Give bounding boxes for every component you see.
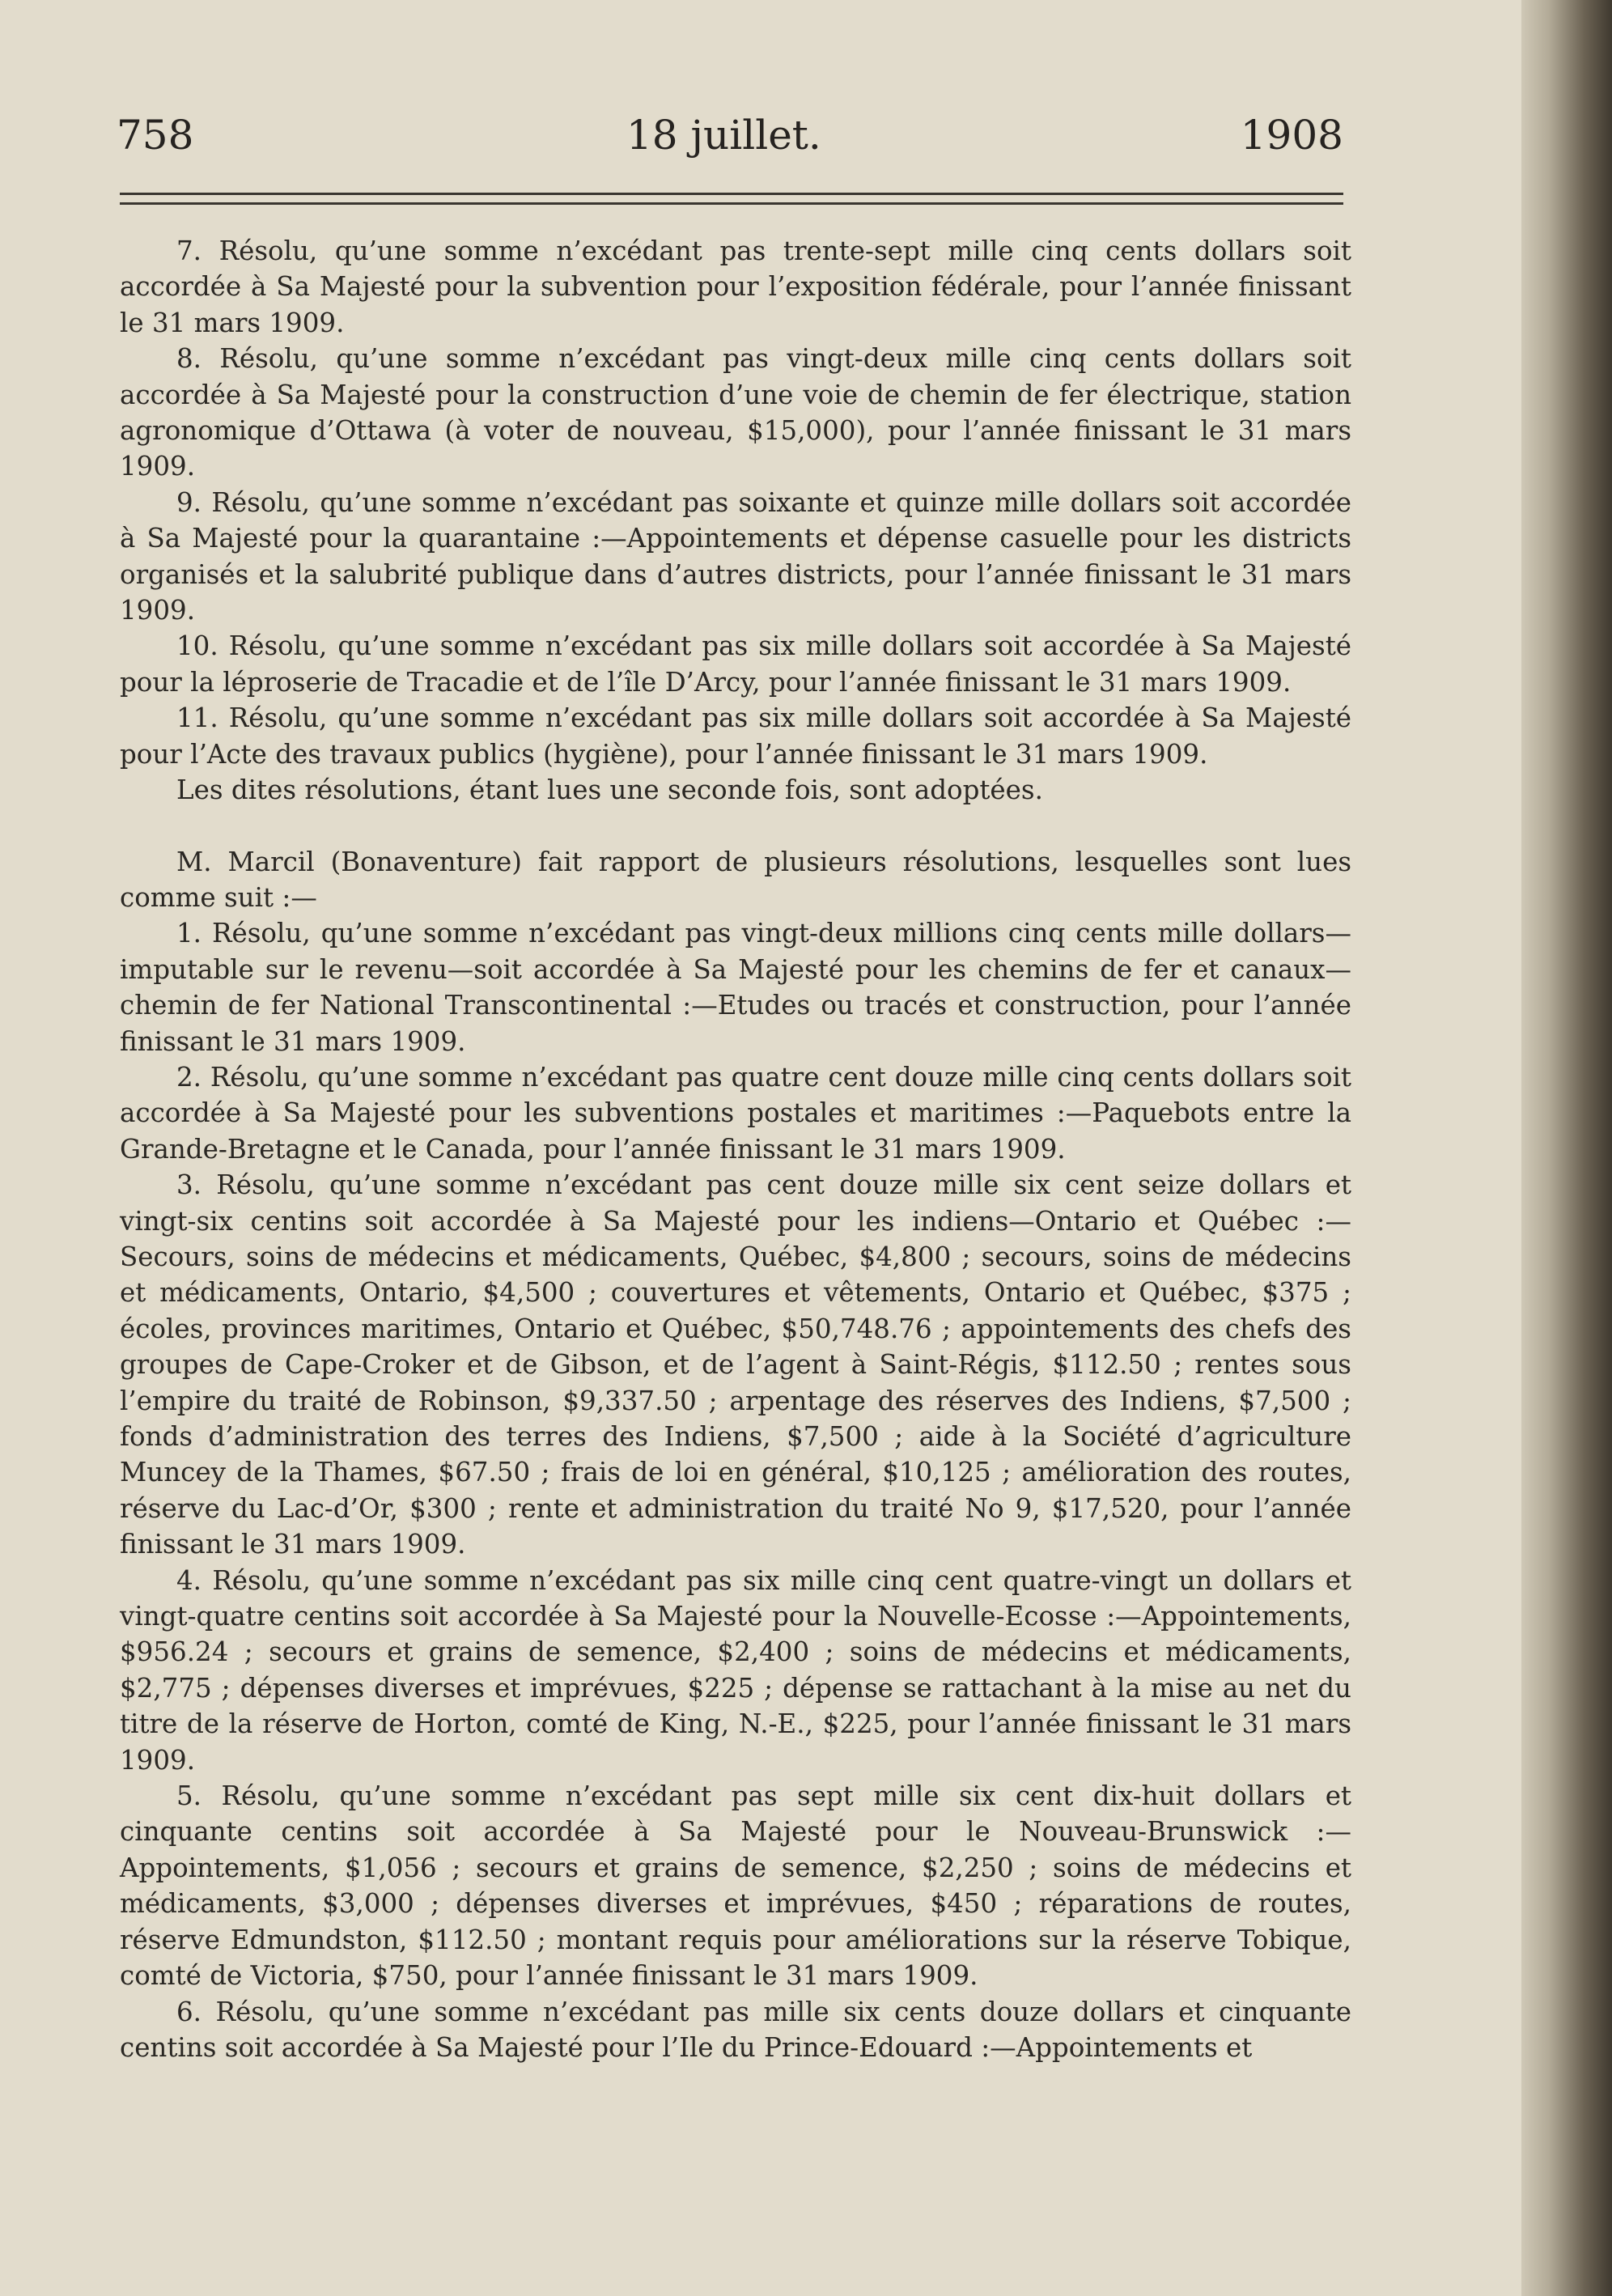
paragraph-resolution-10: 10. Résolu, qu’une somme n’excédant pas six mille dollars soit accordée à Sa Majesté pour la léproserie de Tracadie et de l’île D’Arcy, pour l’année finissant le 31 mars 1909. (120, 630, 1351, 698)
paragraph-resolution-5: 5. Résolu, qu’une somme n’excédant pas sept mille six cent dix-huit dollars et cinquante centins soit accordée à Sa Majesté pour le Nouveau-Brunswick :—Appointements, $1,056 ; secours et grains de semence, $2,250 ; soins de médecins et médicaments, $3,000 ; dépenses diverses et imprévues, $450 ; réparations de routes, réserve Edmundston, $112.50 ; montant requis pour améliorations sur la réserve Tobique, comté de Victoria, $750, pour l’année finissant le 31 mars 1909. (120, 1780, 1351, 1992)
header-rule-bottom (120, 202, 1343, 205)
paragraph-resolution-11: 11. Résolu, qu’une somme n’excédant pas six mille dollars soit accordée à Sa Majesté pour l’Acte des travaux publics (hygiène), pour l’année finissant le 31 mars 1909. (120, 702, 1351, 770)
paragraph-resolution-2: 2. Résolu, qu’une somme n’excédant pas quatre cent douze mille cinq cents dollars soit accordée à Sa Majesté pour les subventions postales et maritimes :—Paquebots entre la Grande-Bretagne et le Canada, pour l’année finissant le 31 mars 1909. (120, 1061, 1351, 1165)
running-header (105, 112, 1343, 168)
page-number: 758 (117, 112, 194, 159)
paragraph-resolution-6: 6. Résolu, qu’une somme n’excédant pas mille six cents douze dollars et cinquante centins soit accordée à Sa Majesté pour l’Ile du Prince-Edouard :—Appointements et (120, 1996, 1351, 2063)
paragraph-resolution-1: 1. Résolu, qu’une somme n’excédant pas vingt-deux millions cinq cents mille dollars—imputable sur le revenu—soit accordée à Sa Majesté pour les chemins de fer et canaux—chemin de fer National Transcontinental :—Etudes ou tracés et construction, pour l’année finissant le 31 mars 1909. (120, 918, 1351, 1057)
running-date: 18 juillet. (626, 112, 821, 159)
paragraph-resolution-7: 7. Résolu, qu’une somme n’excédant pas trente-sept mille cinq cents dollars soit accordée à Sa Majesté pour la subvention pour l’exposition fédérale, pour l’année finissant le 31 mars 1909. (120, 236, 1351, 338)
header-rule-top (120, 193, 1343, 195)
body-text (120, 233, 1351, 2065)
paragraph-resolution-3: 3. Résolu, qu’une somme n’excédant pas cent douze mille six cent seize dollars et vingt-six centins soit accordée à Sa Majesté pour les indiens—Ontario et Québec :—Secours, soins de médecins et médicaments, Québec, $4,800 ; secours, soins de médecins et médicaments, Ontario, $4,500 ; couvertures et vêtements, Ontario et Québec, $375 ; écoles, provinces maritimes, Ontario et Québec, $50,748.76 ; appointements des chefs des groupes de Cape-Croker et de Gibson, et de l’agent à Saint-Régis, $112.50 ; rentes sous l’empire du traité de Robinson, $9,337.50 ; arpentage des réserves des Indiens, $7,500 ; fonds d’administration des terres des Indiens, $7,500 ; aide à la Société d’agriculture Muncey de la Thames, $67.50 ; frais de loi en général, $10,125 ; amélioration des routes, réserve du Lac-d’Or, $300 ; rente et administration du traité No 9, $17,520, pour l’année finissant le 31 mars 1909. (120, 1169, 1351, 1560)
paragraph-resolution-4: 4. Résolu, qu’une somme n’excédant pas six mille cinq cent quatre-vingt un dollars et vingt-quatre centins soit accordée à Sa Majesté pour la Nouvelle-Ecosse :—Appointements, $956.24 ; secours et grains de semence, $2,400 ; soins de médecins et médicaments, $2,775 ; dépenses diverses et imprévues, $225 ; dépense se rattachant à la mise au net du titre de la réserve de Horton, comté de King, N.-E., $225, pour l’année finissant le 31 mars 1909. (120, 1564, 1351, 1776)
paragraph-resolution-8: 8. Résolu, qu’une somme n’excédant pas vingt-deux mille cinq cents dollars soit accordée à Sa Majesté pour la construction d’une voie de chemin de fer électrique, station agronomique d’Ottawa (à voter de nouveau, $15,000), pour l’année finissant le 31 mars 1909. (120, 343, 1351, 482)
running-year: 1908 (1240, 112, 1343, 159)
paragraph-resolution-9: 9. Résolu, qu’une somme n’excédant pas soixante et quinze mille dollars soit accordée à Sa Majesté pour la quarantaine :—Appointements et dépense casuelle pour les districts organisés et la salubrité publique dans d’autres districts, pour l’année finissant le 31 mars 1909. (120, 486, 1351, 626)
binding-edge (1521, 0, 1612, 2296)
paragraph-adoption: Les dites résolutions, étant lues une seconde fois, sont adoptées. (176, 775, 1043, 806)
paragraph-report-intro: M. Marcil (Bonaventure) fait rapport de plusieurs résolutions, lesquelles sont lues comme suit :— (120, 846, 1351, 913)
